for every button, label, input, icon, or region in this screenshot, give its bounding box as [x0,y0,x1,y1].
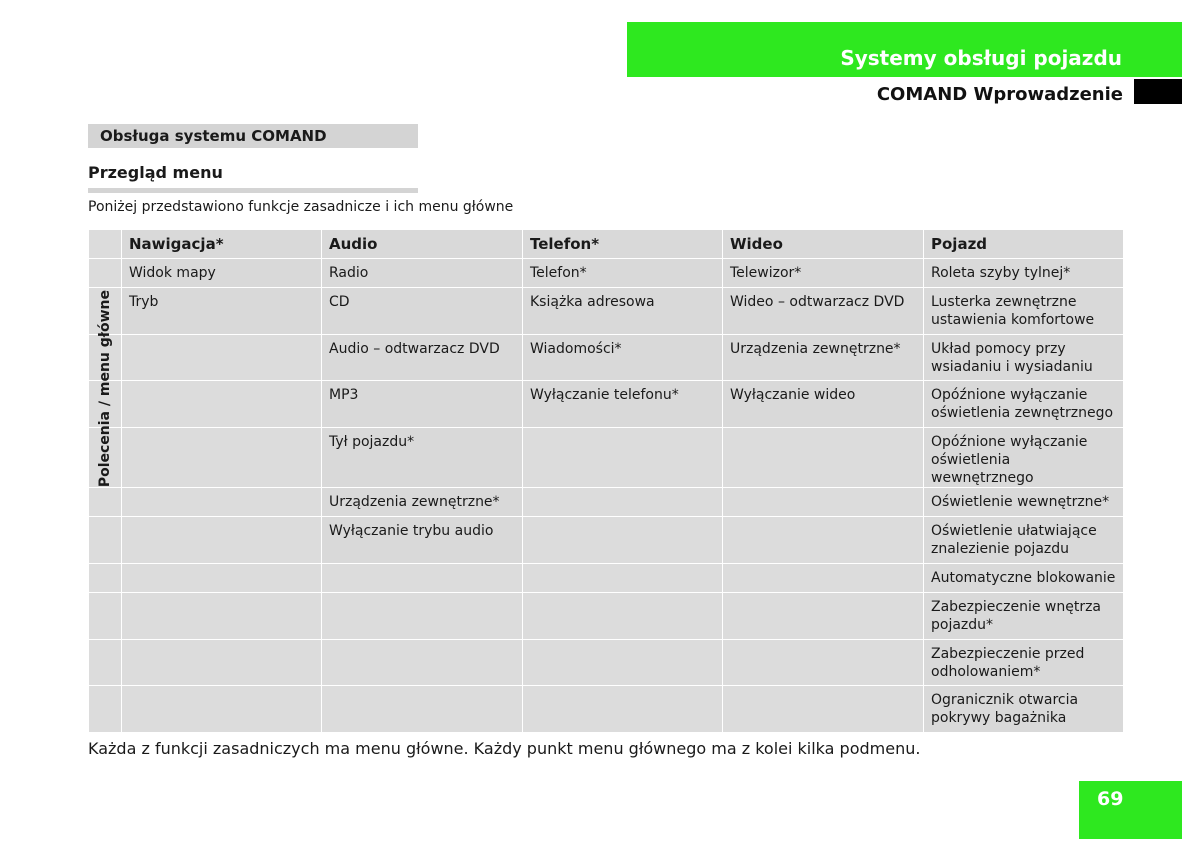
table-cell: CD [322,288,523,335]
table-cell [523,428,723,488]
table-cell [523,564,723,593]
table-cell [723,640,924,686]
section-heading: COMAND Wprowadzenie [876,84,1123,105]
table-row [89,381,1124,428]
table-cell: Wyłączanie telefonu* [523,381,723,428]
table-cell: Wyłączanie trybu audio [322,517,523,564]
table-cell: Zabezpieczenie przed odholowaniem* [924,640,1124,686]
table-row [89,428,1124,488]
table-cell [723,517,924,564]
table-cell [723,428,924,488]
table-cell: Tył pojazdu* [322,428,523,488]
intro-text: Poniżej przedstawiono funkcje zasadnicze i ich menu główne [88,199,514,215]
section-marker [1134,79,1182,104]
table-cell: Książka adresowa [523,288,723,335]
side-label [88,229,121,549]
col-header-vehicle: Pojazd [924,230,1124,259]
table-cell: Automatyczne blokowanie [924,564,1124,593]
table-cell [122,593,322,640]
table-cell: Widok mapy [122,259,322,288]
section-title: Obsługa systemu COMAND [88,124,418,148]
table-cell [723,488,924,517]
table-cell [523,686,723,733]
chapter-header [627,22,1182,77]
col-header-video: Wideo [723,230,924,259]
col-header-phone: Telefon* [523,230,723,259]
table-cell [322,686,523,733]
table-cell [122,381,322,428]
table-cell [523,640,723,686]
table-cell: Telewizor* [723,259,924,288]
table-cell: Telefon* [523,259,723,288]
table-cell [322,593,523,640]
table-cell [122,686,322,733]
table-cell [322,564,523,593]
table-cell: Oświetlenie ułatwiające znalezienie pojazdu [924,517,1124,564]
table-cell [523,488,723,517]
table-row [89,640,1124,686]
table-row [89,488,1124,517]
table-cell: Urządzenia zewnętrzne* [723,335,924,381]
table-row [89,564,1124,593]
table-cell [723,593,924,640]
table-cell [523,517,723,564]
table-cell: Układ pomocy przy wsiadaniu i wysiadaniu [924,335,1124,381]
table-cell: Roleta szyby tylnej* [924,259,1124,288]
col-header-audio: Audio [322,230,523,259]
table-cell: Opóźnione wyłączanie oświetlenia wewnętrznego [924,428,1124,488]
table-cell: Lusterka zewnętrzne ustawienia komfortowe [924,288,1124,335]
menu-overview-table [88,229,1124,733]
table-cell: Opóźnione wyłączanie oświetlenia zewnętrznego [924,381,1124,428]
side-cell [89,640,122,686]
table-cell [122,640,322,686]
table-cell [322,640,523,686]
table-cell: Radio [322,259,523,288]
table-cell: Ogranicznik otwarcia pokrywy bagażnika [924,686,1124,733]
table-row [89,686,1124,733]
col-header-navigation: Nawigacja* [122,230,322,259]
table-cell [122,517,322,564]
table-cell [122,564,322,593]
table-cell: Oświetlenie wewnętrzne* [924,488,1124,517]
table-row [89,593,1124,640]
table-cell: Zabezpieczenie wnętrza pojazdu* [924,593,1124,640]
table-row [89,335,1124,381]
table-cell [723,686,924,733]
table-cell: MP3 [322,381,523,428]
footer-text: Każda z funkcji zasadniczych ma menu główne. Każdy punkt menu głównego ma z kolei kilka podmenu. [88,739,921,758]
page-number: 69 [1079,781,1182,839]
table-cell: Wyłączanie wideo [723,381,924,428]
subsection-title: Przegląd menu [88,163,418,193]
table-header-row [89,230,1124,259]
table-cell: Wideo – odtwarzacz DVD [723,288,924,335]
table-cell [723,564,924,593]
side-cell [89,564,122,593]
table-row [89,288,1124,335]
table-cell [122,488,322,517]
table-row [89,517,1124,564]
side-cell [89,686,122,733]
table-cell [122,335,322,381]
side-label-text: Polecenia / menu główne [96,290,113,488]
table-cell: Wiadomości* [523,335,723,381]
table-row [89,259,1124,288]
table-cell [122,428,322,488]
table-cell: Tryb [122,288,322,335]
chapter-title: Systemy obsługi pojazdu [840,46,1122,70]
table-cell: Audio – odtwarzacz DVD [322,335,523,381]
table-cell [523,593,723,640]
side-cell [89,593,122,640]
table-cell: Urządzenia zewnętrzne* [322,488,523,517]
